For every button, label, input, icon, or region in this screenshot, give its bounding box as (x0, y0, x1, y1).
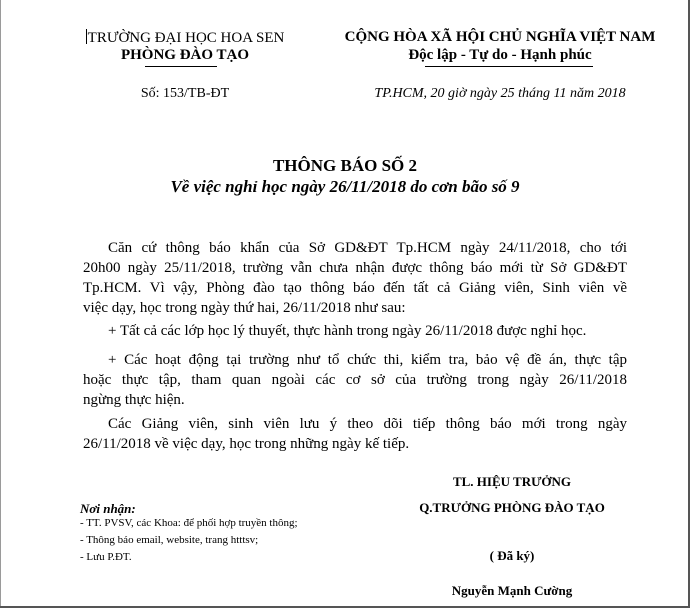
paragraph-line: ngừng thực hiện. (83, 392, 185, 408)
document-title: THÔNG BÁO SỐ 2 (272, 156, 418, 175)
paragraph-line: hoặc thực tập, tham quan ngoài các cơ sở của trường trong ngày 26/11/2018 (83, 372, 627, 388)
paragraph-line: + Tất cả các lớp học lý thuyết, thực hành trong ngày 26/11/2018 được nghỉ học. (108, 323, 587, 339)
organization-name-text: TRƯỜNG ĐẠI HỌC HOA SEN (87, 30, 285, 46)
paragraph-line: Tp.HCM. Vì vậy, Phòng đào tạo thông báo đến tất cả Giảng viên, Sinh viên về (83, 280, 627, 296)
signer-name: Nguyễn Mạnh Cường (451, 583, 573, 598)
paragraph-all-classes-off (83, 321, 627, 341)
signature-role: Q.TRƯỞNG PHÒNG ĐÀO TẠO (419, 500, 605, 515)
document-number: Số: 153/TB-ĐT (140, 86, 230, 101)
paragraph-line: việc dạy, học trong ngày thứ hai, 26/11/2018 như sau: (83, 300, 406, 316)
paragraph-line: + Các hoạt động tại trường như tổ chức thi, kiểm tra, bảo vệ đề án, thực tập (108, 352, 627, 368)
national-motto: Độc lập - Tự do - Hạnh phúc (408, 47, 592, 63)
motto-underline (425, 66, 593, 67)
paragraph-line: Căn cứ thông báo khẩn của Sở GD&ĐT Tp.HCM ngày 24/11/2018, cho tới (108, 240, 627, 256)
paragraph-line: 20h00 ngày 25/11/2018, trường vẫn chưa nhận được thông báo mới từ Sở GD&ĐT (83, 260, 627, 276)
paragraph-activities-suspended (83, 350, 627, 410)
recipients-label: Nơi nhận: (80, 501, 136, 516)
recipient-item: - Thông báo email, website, trang htttsv; (80, 534, 259, 546)
paragraph-follow-updates (83, 414, 627, 454)
department-name: PHÒNG ĐÀO TẠO (120, 47, 250, 63)
place-and-date: TP.HCM, 20 giờ ngày 25 tháng 11 năm 2018 (374, 86, 626, 101)
signature-authority: TL. HIỆU TRƯỞNG (452, 474, 572, 489)
department-underline (145, 66, 217, 67)
document-subtitle: Về việc nghỉ học ngày 26/11/2018 do cơn bão số 9 (170, 177, 520, 196)
country-name: CỘNG HÒA XÃ HỘI CHỦ NGHĨA VIỆT NAM (344, 29, 656, 45)
page-left-border (0, 0, 1, 608)
paragraph-line: 26/11/2018 về việc dạy, học trong những ngày kế tiếp. (83, 436, 410, 452)
text-cursor (86, 29, 87, 44)
recipient-item: - Lưu P.ĐT. (80, 551, 132, 563)
recipient-item: - TT. PVSV, các Khoa: để phối hợp truyền thông; (80, 517, 298, 529)
organization-name (70, 29, 300, 47)
paragraph-line: Các Giảng viên, sinh viên lưu ý theo dõi tiếp thông báo mới trong ngày (108, 416, 627, 432)
signature-signed-note: ( Đã ký) (489, 548, 535, 563)
paragraph-basis (83, 238, 627, 318)
